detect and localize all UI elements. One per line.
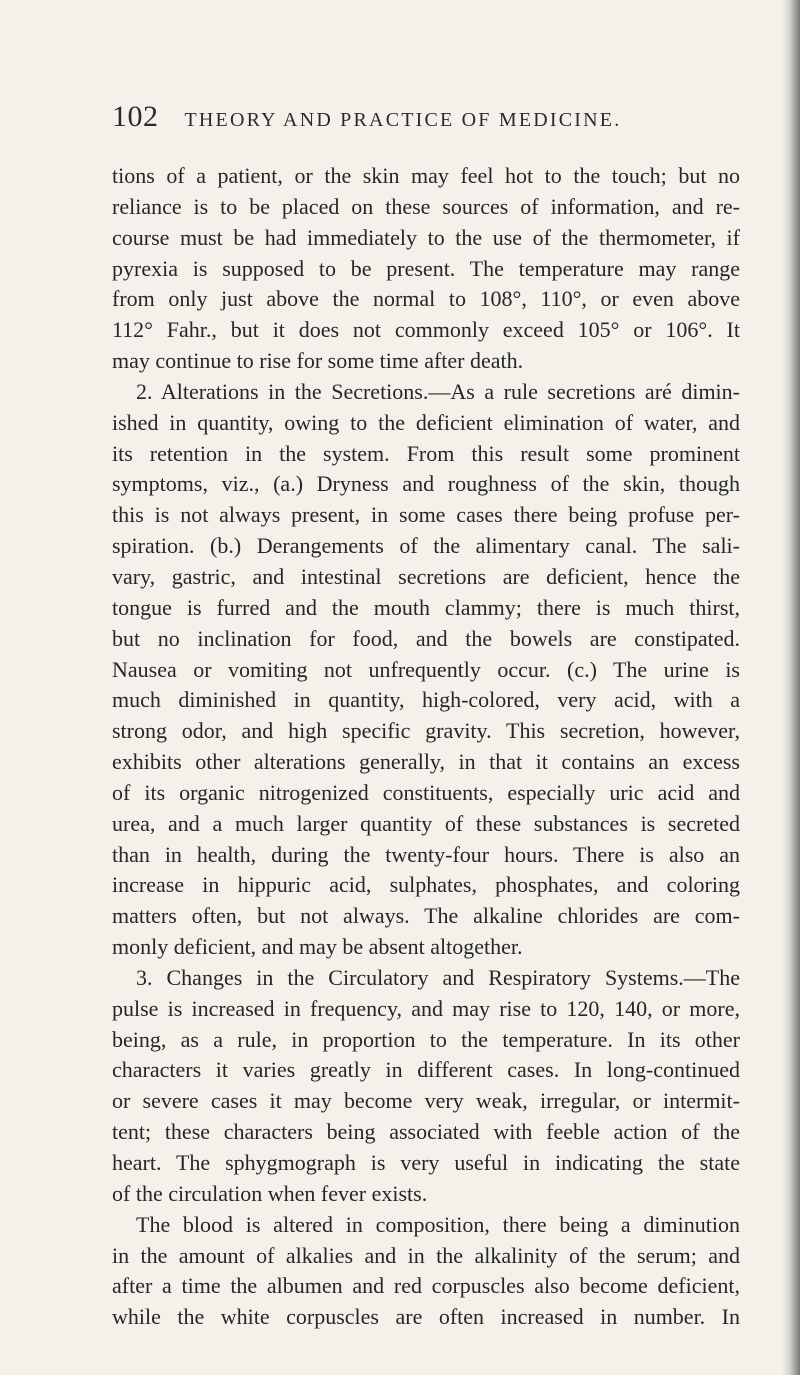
text-line: 112° Fahr., but it does not commonly exceed 105° or 106°. It: [112, 317, 740, 343]
page-edge-shadow: [782, 0, 800, 1375]
text-line: ished in quantity, owing to the deficient elimination of water, and: [112, 409, 740, 435]
text-line: matters often, but not always. The alkaline chlorides are com-: [112, 903, 740, 929]
text-line: its retention in the system. From this result some prominent: [112, 440, 740, 466]
running-title: THEORY AND PRACTICE OF MEDICINE.: [184, 109, 622, 131]
text-line: symptoms, viz., (a.) Dryness and roughness of the skin, though: [112, 471, 740, 497]
text-line: of its organic nitrogenized constituents, especially uric acid and: [112, 779, 740, 805]
text-line: being, as a rule, in proportion to the temperature. In its other: [112, 1026, 740, 1052]
text-line: Nausea or vomiting not unfrequently occur. (c.) The urine is: [112, 656, 740, 682]
text-line: strong odor, and high specific gravity. This secretion, however,: [112, 718, 740, 744]
text-line: urea, and a much larger quantity of these substances is secreted: [112, 810, 740, 836]
text-line: 2. Alterations in the Secretions.—As a rule secretions aré dimin-: [136, 378, 740, 404]
text-line: tent; these characters being associated with feeble action of the: [112, 1119, 740, 1145]
text-line: but no inclination for food, and the bowels are constipated.: [112, 625, 740, 651]
text-line: than in health, during the twenty-four hours. There is also an: [112, 841, 740, 867]
text-line: tongue is furred and the mouth clammy; there is much thirst,: [112, 594, 740, 620]
body-text: [112, 161, 740, 1333]
text-line: or severe cases it may become very weak, irregular, or intermit-: [112, 1088, 740, 1114]
text-line: exhibits other alterations generally, in that it contains an excess: [112, 749, 740, 775]
text-line: characters it varies greatly in different cases. In long-continued: [112, 1057, 740, 1083]
text-line: in the amount of alkalies and in the alkalinity of the serum; and: [112, 1242, 740, 1268]
text-line: monly deficient, and may be absent altogether.: [112, 934, 523, 960]
text-line: may continue to rise for some time after death.: [112, 348, 524, 374]
text-line: course must be had immediately to the use of the thermometer, if: [112, 224, 740, 250]
text-line: from only just above the normal to 108°, 110°, or even above: [112, 286, 740, 312]
text-line: of the circulation when fever exists.: [112, 1180, 428, 1206]
text-line: while the white corpuscles are often increased in number. In: [112, 1304, 740, 1330]
text-line: much diminished in quantity, high-colored, very acid, with a: [112, 687, 740, 713]
running-head: [112, 100, 712, 140]
text-line: vary, gastric, and intestinal secretions are deficient, hence the: [112, 563, 740, 589]
text-line: tions of a patient, or the skin may feel hot to the touch; but no: [112, 163, 740, 188]
text-line: pyrexia is supposed to be present. The temperature may range: [112, 255, 740, 281]
text-line: reliance is to be placed on these sources of information, and re-: [112, 193, 740, 219]
text-line: after a time the albumen and red corpuscles also become deficient,: [112, 1273, 740, 1299]
text-line: heart. The sphygmograph is very useful in indicating the state: [112, 1150, 740, 1175]
page-number: 102: [112, 100, 159, 133]
text-line: 3. Changes in the Circulatory and Respiratory Systems.—The: [136, 964, 740, 990]
text-line: The blood is altered in composition, there being a diminution: [136, 1211, 740, 1237]
text-line: pulse is increased in frequency, and may rise to 120, 140, or more,: [112, 995, 740, 1021]
text-line: spiration. (b.) Derangements of the alimentary canal. The sali-: [112, 533, 740, 559]
text-line: this is not always present, in some cases there being profuse per-: [112, 502, 740, 528]
text-line: increase in hippuric acid, sulphates, phosphates, and coloring: [112, 872, 740, 898]
